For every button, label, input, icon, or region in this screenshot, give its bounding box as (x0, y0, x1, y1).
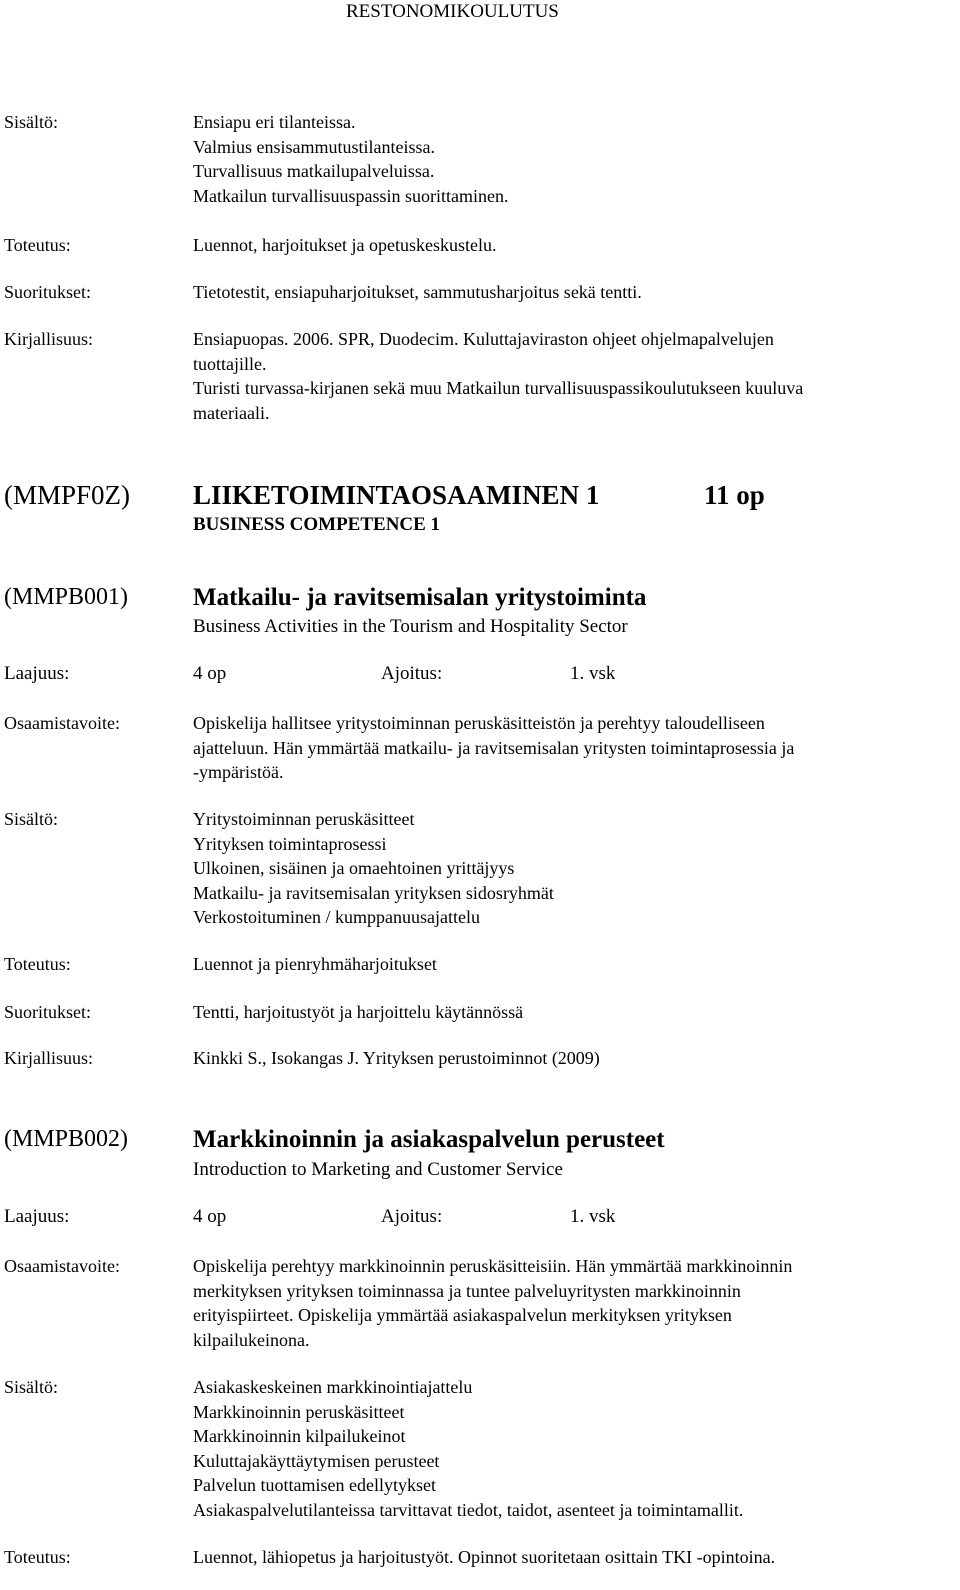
list-item: Ensiapuopas. 2006. SPR, Duodecim. Kuluttajaviraston ohjeet ohjelmapalvelujen (193, 329, 774, 349)
course-code: (MMPB002) (4, 1126, 129, 1152)
osaamistavoite-text (193, 1254, 792, 1352)
list-item: Asiakaskeskeinen markkinointiajattelu (193, 1377, 473, 1397)
suoritukset-value: Tietotestit, ensiapuharjoitukset, sammutusharjoitus sekä tentti. (193, 282, 642, 302)
list-item: Yritystoiminnan peruskäsitteet (193, 809, 415, 829)
ajoitus-value: 1. vsk (570, 663, 616, 684)
toteutus-label: Toteutus: (4, 235, 71, 255)
list-item: Ulkoinen, sisäinen ja omaehtoinen yrittäjyys (193, 858, 515, 878)
list-item: Ensiapu eri tilanteissa. (193, 112, 356, 132)
list-item: Valmius ensisammutustilanteissa. (193, 136, 435, 157)
module-title: LIIKETOIMINTAOSAAMINEN 1 (193, 480, 600, 510)
list-item: Markkinoinnin peruskäsitteet (193, 1401, 405, 1422)
ajoitus-label: Ajoitus: (381, 663, 443, 684)
text-line: Opiskelija perehtyy markkinoinnin peruskäsitteisiin. Hän ymmärtää markkinoinnin (193, 1256, 793, 1276)
list-item: Matkailun turvallisuuspassin suorittaminen. (193, 185, 509, 206)
laajuus-value: 4 op (193, 663, 227, 684)
suoritukset-label: Suoritukset: (4, 282, 92, 302)
sisalto-label: Sisältö: (4, 112, 59, 132)
text-line: Opiskelija hallitsee yritystoiminnan peruskäsitteistön ja perehtyy taloudelliseen (193, 713, 765, 733)
list-item: Matkailu- ja ravitsemisalan yrityksen sidosryhmät (193, 882, 554, 903)
osaamistavoite-label: Osaamistavoite: (4, 1256, 120, 1276)
toteutus-label: Toteutus: (4, 1547, 71, 1567)
text-line: erityispiirteet. Opiskelija ymmärtää asiakaspalvelun merkityksen yrityksen (193, 1305, 732, 1325)
text-line: -ympäristöä. (193, 762, 284, 782)
laajuus-label: Laajuus: (4, 1206, 70, 1227)
laajuus-value: 4 op (193, 1206, 227, 1227)
course-title: Matkailu- ja ravitsemisalan yritystoiminta (193, 584, 647, 611)
sisalto-label: Sisältö: (4, 1377, 59, 1397)
toteutus-value: Luennot, harjoitukset ja opetuskeskustelu. (193, 235, 497, 255)
list-item: Yrityksen toimintaprosessi (193, 833, 387, 854)
sisalto-label: Sisältö: (4, 809, 59, 829)
text-line: ajatteluun. Hän ymmärtää matkailu- ja ravitsemisalan yritysten toimintaprosessia ja (193, 737, 795, 758)
toteutus-value: Luennot, lähiopetus ja harjoitustyöt. Opinnot suoritetaan osittain TKI -opintoina. (193, 1547, 776, 1567)
osaamistavoite-label: Osaamistavoite: (4, 713, 120, 733)
kirjallisuus-label: Kirjallisuus: (4, 329, 93, 349)
course-subtitle: Introduction to Marketing and Customer Service (193, 1159, 563, 1180)
course-title: Markkinoinnin ja asiakaspalvelun perusteet (193, 1126, 665, 1153)
list-item: Turvallisuus matkailupalveluissa. (193, 161, 435, 181)
osaamistavoite-text (193, 711, 794, 785)
module-credits: 11 op (704, 480, 765, 510)
list-item: Asiakaspalvelutilanteissa tarvittavat tiedot, taidot, asenteet ja toimintamallit. (193, 1499, 744, 1520)
list-item: materiaali. (193, 402, 270, 423)
text-line: kilpailukeinona. (193, 1329, 310, 1350)
list-item: Markkinoinnin kilpailukeinot (193, 1426, 406, 1446)
kirjallisuus-value: Kinkki S., Isokangas J. Yrityksen perustoiminnot (2009) (193, 1048, 600, 1068)
ajoitus-label: Ajoitus: (381, 1206, 443, 1227)
text-line: merkityksen yrityksen toiminnassa ja tuntee palveluyritysten markkinoinnin (193, 1280, 741, 1301)
list-item: Kuluttajakäyttäytymisen perusteet (193, 1450, 440, 1471)
suoritukset-value: Tentti, harjoitustyöt ja harjoittelu käytännössä (193, 1002, 524, 1022)
sisalto-list (193, 110, 508, 208)
course-subtitle: Business Activities in the Tourism and Hospitality Sector (193, 616, 628, 637)
sisalto-list (193, 807, 554, 930)
list-item: Palvelun tuottamisen edellytykset (193, 1475, 436, 1495)
list-item: Verkostoituminen / kumppanuusajattelu (193, 907, 480, 927)
sisalto-list (193, 1375, 743, 1522)
kirjallisuus-label: Kirjallisuus: (4, 1048, 93, 1068)
laajuus-label: Laajuus: (4, 663, 70, 684)
toteutus-value: Luennot ja pienryhmäharjoitukset (193, 954, 437, 974)
module-code: (MMPF0Z) (4, 480, 131, 510)
list-item: Turisti turvassa-kirjanen sekä muu Matkailun turvallisuuspassikoulutukseen kuuluva (193, 378, 804, 398)
list-item: tuottajille. (193, 353, 267, 374)
course-code: (MMPB001) (4, 584, 129, 610)
kirjallisuus-list (193, 327, 803, 425)
page-header-title: RESTONOMIKOULUTUS (346, 1, 559, 22)
module-subtitle: BUSINESS COMPETENCE 1 (193, 514, 441, 535)
toteutus-label: Toteutus: (4, 954, 71, 974)
ajoitus-value: 1. vsk (570, 1206, 616, 1227)
suoritukset-label: Suoritukset: (4, 1002, 92, 1022)
